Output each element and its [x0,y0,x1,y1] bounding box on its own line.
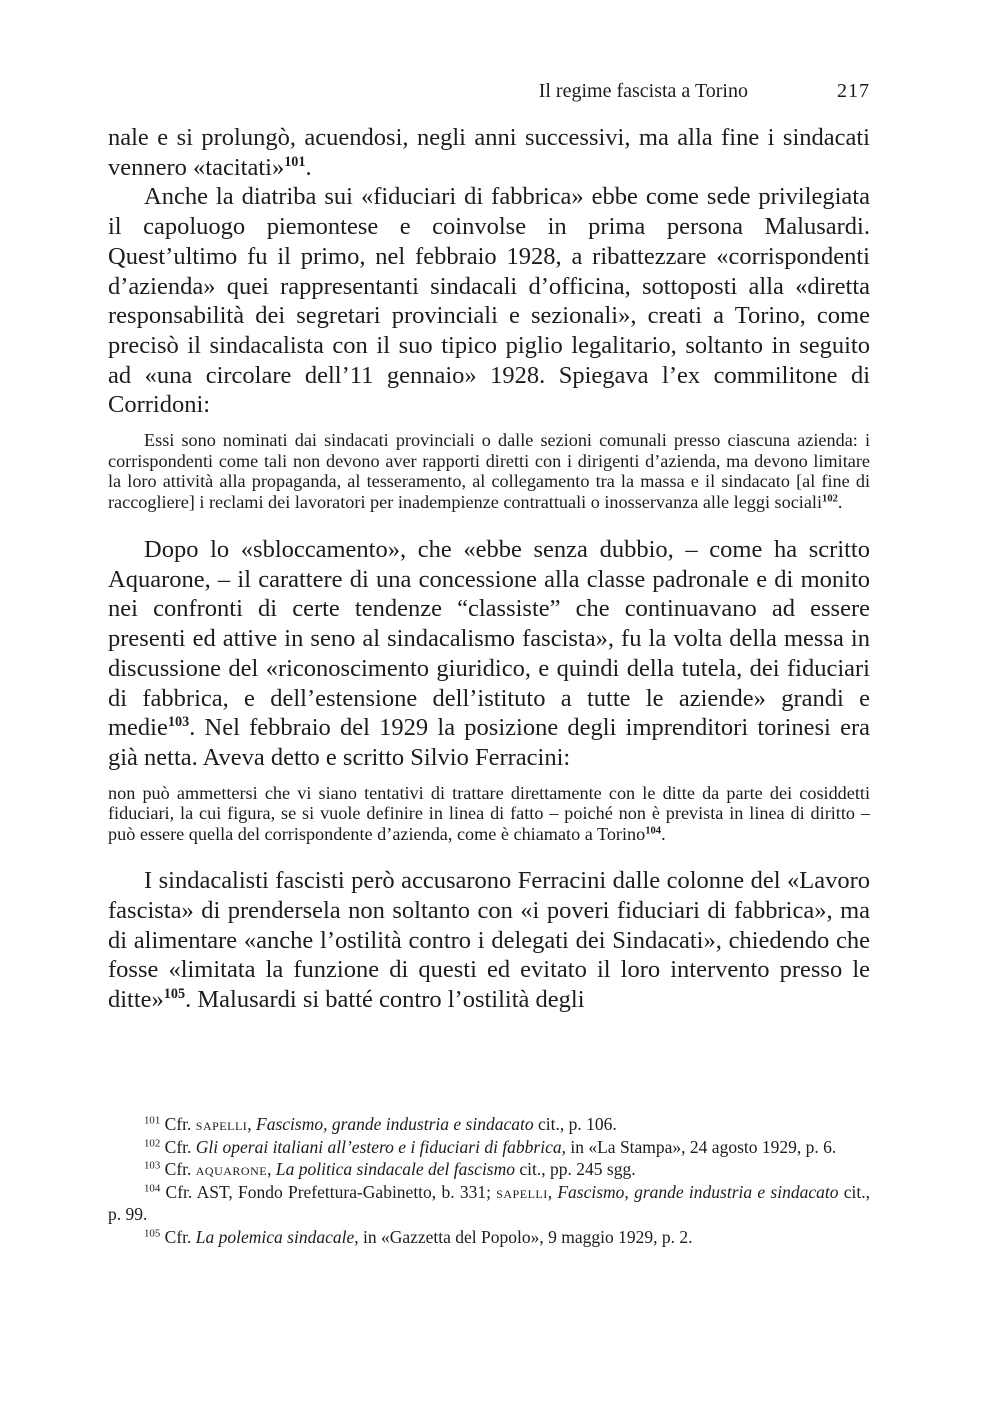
footnote-text: Cfr. [164,1159,196,1179]
block-quote [108,783,870,845]
footnote-number: 101 [144,1114,161,1127]
footnote-text: Cfr. [164,1136,196,1157]
footnote-ref: 105 [163,986,186,1003]
footnote [108,1158,870,1181]
footnote-number: 105 [144,1226,161,1239]
paragraph [108,182,870,420]
work-title: Fascismo, grande industria e sindacato [557,1181,839,1202]
paragraph-tail: . [305,153,312,181]
footnote-number: 103 [144,1159,161,1172]
paragraph-tail: . Malusardi si batté contro l’ostilità degli [185,985,585,1013]
footnote [108,1113,870,1136]
footnote-text: , [547,1181,558,1202]
paragraph-text: nale e si prolungò, acuendosi, negli anni successivi, ma alla fine i sindacati vennero «tacitati» [108,124,870,181]
work-title: Fascismo, grande industria e sindacato [256,1114,534,1134]
footnote-number: 102 [144,1136,161,1149]
page-number: 217 [837,80,870,102]
footnote-text: cit., p. 99. [108,1181,870,1224]
main-text [108,123,870,1015]
block-quote [108,430,870,512]
footnote-text: , [267,1159,276,1179]
footnote [108,1226,870,1249]
footnote-ref: 103 [167,714,190,731]
paragraph [108,535,870,773]
paragraph [108,123,870,182]
footnote-text: Cfr. [164,1226,196,1247]
paragraph-text: Anche la diatriba sui «fiduciari di fabbrica» ebbe come sede privilegiata il capoluogo piemontese e coinvolse in prima persona Malusardi. Quest’ultimo fu il primo, nel febbraio 1928, a ribattezzare «corrispondenti d’azienda» quei rappresentanti sindacali d’officina, sottoposti alla «diretta responsabilità dei segretari provinciali e sezionali», creati a Torino, come precisò il sindacalista con il suo tipico piglio legalitario, soltanto in seguito ad «una circolare dell’11 gennaio» 1928. Spiegava l’ex commilitone di Corridoni: [108,183,870,419]
footnote [108,1136,870,1159]
footnote-text: cit., p. 106. [533,1114,617,1134]
paragraph-text: I sindacalisti fascisti però accusarono Ferracini dalle colonne del «Lavoro fascista» di prendersela non soltanto con «i poveri fiduciari di fabbrica», ma di alimentare «anche l’ostilità contro i delegati dei Sindacati», chiedendo che fosse «limitata la funzione di questi ed evitato il loro intervento presso le ditte» [108,867,870,1013]
work-title: La polemica sindacale [195,1226,355,1247]
footnote-text: , [247,1114,257,1134]
footnotes [108,1113,870,1248]
footnote-text: Cfr. AST, Fondo Prefettura-Gabinetto, b. 331; [165,1181,497,1202]
quote-text: Essi sono nominati dai sindacati provinciali o dalle sezioni comunali presso ciascuna azienda: i corrispondenti come tali non devono aver rapporti diretti con i dirigenti d’azienda, ma devono limitare la loro attività alla propaganda, al tesseramento, al collegamento tra la massa e il sindacato [al fine di raccogliere] i reclami dei lavoratori per inadempienze contrattuali o inosservanza alle leggi sociali [108,430,870,512]
paragraph-tail: . Nel febbraio del 1929 la posizione degli imprenditori torinesi era già netta. Aveva detto e scritto Silvio Ferracini: [108,714,870,771]
footnote-ref: 104 [645,825,662,837]
work-title: La politica sindacale del fascismo [275,1159,516,1179]
running-title: Il regime fascista a Torino [538,80,748,102]
paragraph-text: Dopo lo «sbloccamento», che «ebbe senza dubbio, – come ha scritto Aquarone, – il carattere di una concessione alla classe padronale e di monito nei confronti di certe tendenze “classiste” che continuavano ad essere presenti ed attive in seno al sindacalismo fascista», fu la volta della messa in discussione del «riconoscimento giuridico, e quindi della tutela, dei fiduciari di fabbrica, e dell’estensione dell’istituto a tutte le aziende» grandi e medie [108,536,870,742]
author-name: sapelli [496,1181,548,1202]
running-header [108,80,870,108]
footnote-text: cit., pp. 245 sgg. [515,1159,636,1179]
footnote-text: , in «Gazzetta del Popolo», 9 maggio 1929, p. 2. [354,1226,693,1247]
footnote-number: 104 [144,1181,161,1194]
author-name: aquarone [195,1159,268,1179]
quote-tail: . [661,823,666,844]
quote-tail: . [837,491,843,512]
quote-text: non può ammettersi che vi siano tentativi di trattare direttamente con le ditte da parte dei cosiddetti fiduciari, la cui figura, se si vuole definire in linea di fatto – poiché non è prevista in linea di diritto – può essere quella del corrispondente d’azienda, come è chiamato a Torino [108,782,870,844]
work-title: Gli operai italiani all’estero e i fiduciari di fabbrica [195,1136,562,1157]
paragraph [108,866,870,1015]
author-name: sapelli [195,1114,248,1134]
footnote-text: , in «La Stampa», 24 agosto 1929, p. 6. [561,1136,837,1157]
footnote [108,1181,870,1226]
footnote-ref: 101 [284,153,306,170]
footnote-text: Cfr. [164,1114,196,1134]
footnote-ref: 102 [822,493,838,504]
